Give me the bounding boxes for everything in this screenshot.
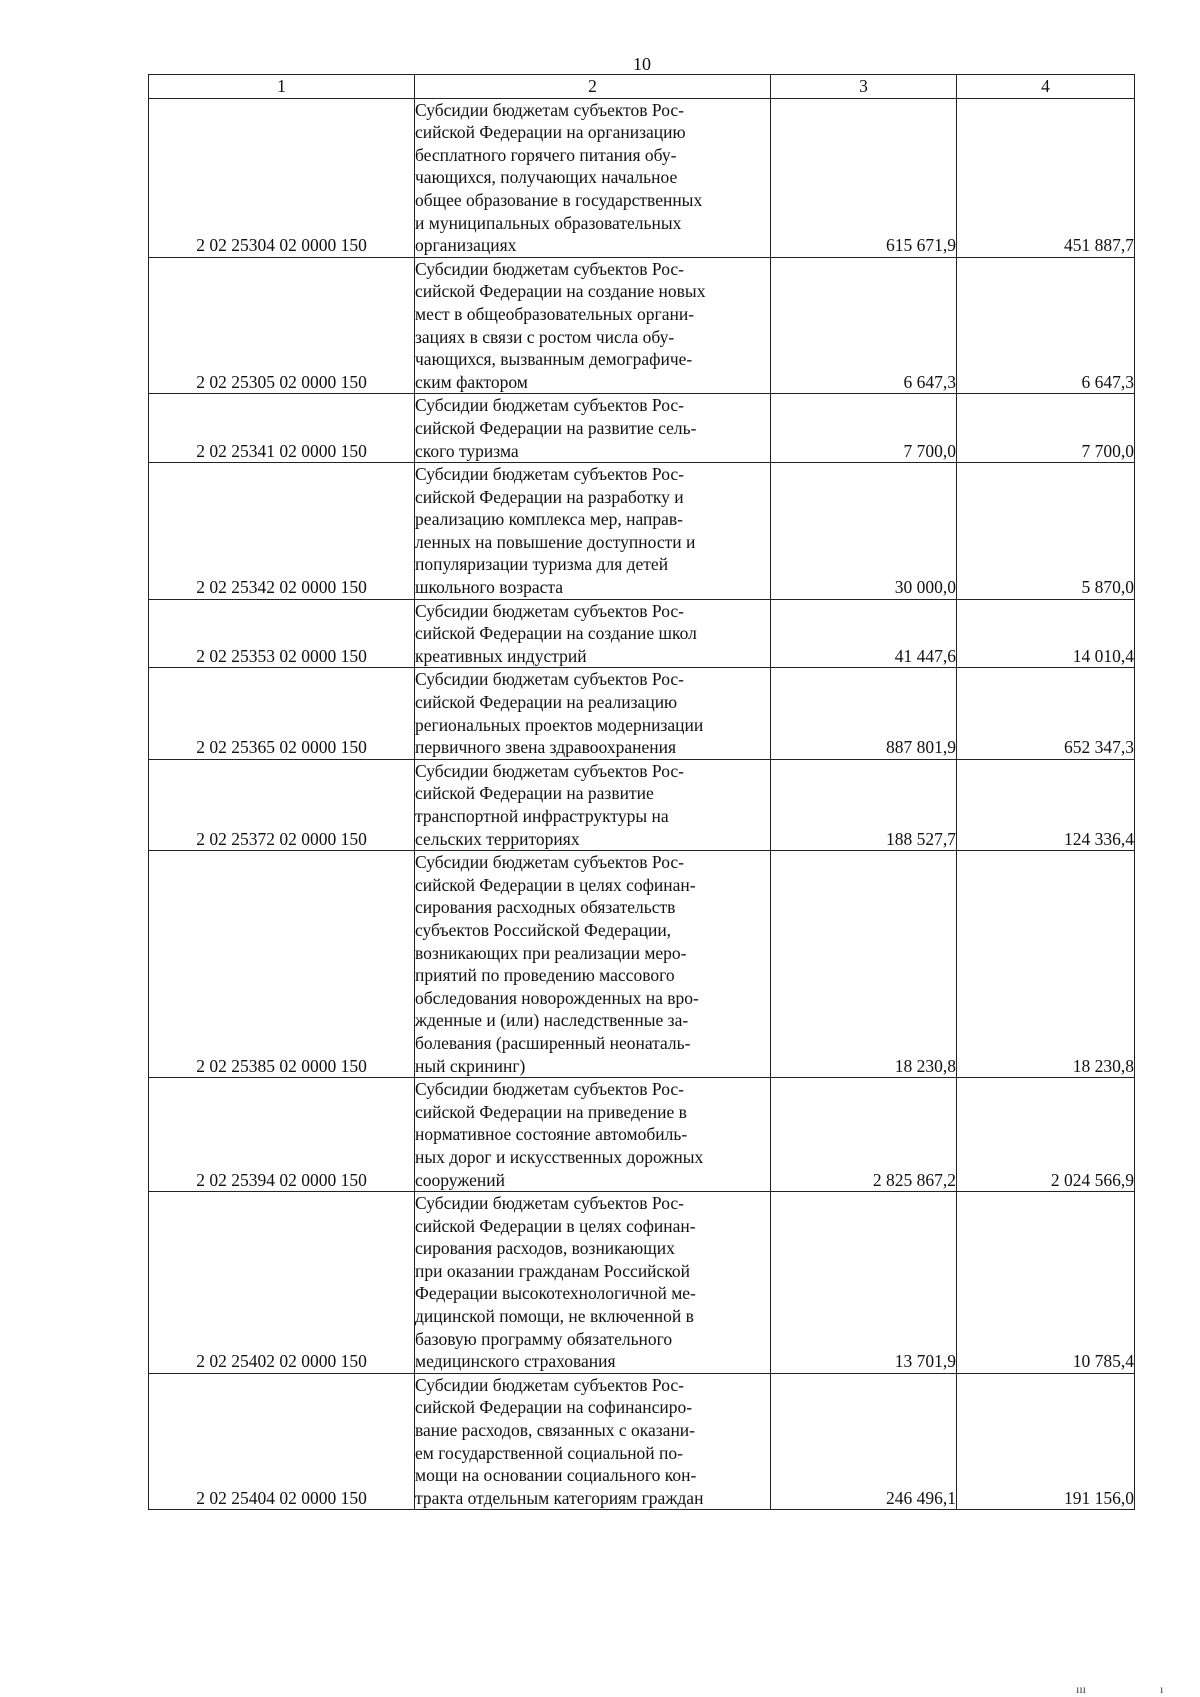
budget-code-cell: 2 02 25365 02 0000 150 bbox=[149, 668, 415, 759]
description-line: популяризации туризма для детей bbox=[415, 554, 669, 575]
description-line: сирования расходных обязательств bbox=[415, 897, 676, 918]
description-line: мест в общеобразовательных органи- bbox=[415, 303, 695, 324]
budget-code-cell: 2 02 25372 02 0000 150 bbox=[149, 759, 415, 850]
description-line: сийской Федерации на приведение в bbox=[415, 1101, 687, 1122]
description-line: дицинской помощи, не включенной в bbox=[415, 1306, 694, 1327]
description-line: Субсидии бюджетам субъектов Рос- bbox=[415, 1374, 684, 1395]
amount-col3-cell: 30 000,0 bbox=[771, 463, 957, 600]
description-line: субъектов Российской Федерации, bbox=[415, 919, 672, 940]
description-line: Федерации высокотехнологичной ме- bbox=[415, 1283, 696, 1304]
description-line: жденные и (или) наследственные за- bbox=[415, 1010, 689, 1031]
description-line: Субсидии бюджетам субъектов Рос- bbox=[415, 760, 684, 781]
description-line: и муниципальных образовательных bbox=[415, 212, 682, 233]
budget-code-cell: 2 02 25304 02 0000 150 bbox=[149, 98, 415, 257]
budget-code-cell: 2 02 25404 02 0000 150 bbox=[149, 1373, 415, 1510]
description-cell bbox=[415, 668, 771, 759]
amount-col4-cell: 5 870,0 bbox=[957, 463, 1135, 600]
table-row bbox=[149, 257, 1135, 394]
table-row bbox=[149, 1192, 1135, 1374]
budget-code-cell: 2 02 25342 02 0000 150 bbox=[149, 463, 415, 600]
description-line: сирования расходов, возникающих bbox=[415, 1238, 675, 1259]
description-line: приятий по проведению массового bbox=[415, 965, 675, 986]
description-line: обследования новорожденных на вро- bbox=[415, 987, 699, 1008]
description-line: Субсидии бюджетам субъектов Рос- bbox=[415, 1079, 684, 1100]
description-line: чающихся, получающих начальное bbox=[415, 167, 678, 188]
description-line: Субсидии бюджетам субъектов Рос- bbox=[415, 600, 684, 621]
description-cell bbox=[415, 1192, 771, 1374]
amount-col4-cell: 451 887,7 bbox=[957, 98, 1135, 257]
description-line: Субсидии бюджетам субъектов Рос- bbox=[415, 669, 684, 690]
budget-code-cell: 2 02 25353 02 0000 150 bbox=[149, 599, 415, 668]
description-line: при оказании гражданам Российской bbox=[415, 1260, 691, 1281]
amount-col3-cell: 188 527,7 bbox=[771, 759, 957, 850]
description-line: сийской Федерации на создание новых bbox=[415, 281, 706, 302]
budget-code-cell: 2 02 25341 02 0000 150 bbox=[149, 394, 415, 463]
description-line: сельских территориях bbox=[415, 828, 580, 849]
amount-col3-cell: 615 671,9 bbox=[771, 98, 957, 257]
description-line: региональных проектов модернизации bbox=[415, 714, 704, 735]
column-header-4: 4 bbox=[957, 75, 1135, 99]
scan-mark-right: ı bbox=[1160, 1682, 1164, 1696]
description-cell bbox=[415, 1078, 771, 1192]
description-line: организациях bbox=[415, 235, 517, 256]
table-body bbox=[149, 98, 1135, 1510]
description-line: вание расходов, связанных с оказани- bbox=[415, 1420, 695, 1441]
amount-col4-cell: 191 156,0 bbox=[957, 1373, 1135, 1510]
budget-code-cell: 2 02 25305 02 0000 150 bbox=[149, 257, 415, 394]
amount-col4-cell: 18 230,8 bbox=[957, 851, 1135, 1078]
description-line: сийской Федерации на реализацию bbox=[415, 692, 678, 713]
scan-mark: ııı bbox=[1076, 1682, 1087, 1696]
table-row bbox=[149, 463, 1135, 600]
description-line: сооружений bbox=[415, 1169, 506, 1190]
description-line: ный скрининг) bbox=[415, 1055, 526, 1076]
description-line: мощи на основании социального кон- bbox=[415, 1465, 697, 1486]
amount-col4-cell: 2 024 566,9 bbox=[957, 1078, 1135, 1192]
description-line: ского туризма bbox=[415, 440, 519, 461]
description-line: сийской Федерации на разработку и bbox=[415, 486, 684, 507]
table-row bbox=[149, 759, 1135, 850]
page-number: 10 bbox=[633, 54, 651, 74]
description-line: зациях в связи с ростом числа обу- bbox=[415, 326, 675, 347]
description-line: тракта отдельным категориям граждан bbox=[415, 1487, 704, 1508]
description-line: общее образование в государственных bbox=[415, 189, 703, 210]
amount-col3-cell: 7 700,0 bbox=[771, 394, 957, 463]
amount-col4-cell: 6 647,3 bbox=[957, 257, 1135, 394]
description-line: медицинского страхования bbox=[415, 1351, 616, 1372]
table-header-row bbox=[149, 75, 1135, 99]
description-line: Субсидии бюджетам субъектов Рос- bbox=[415, 1193, 684, 1214]
description-line: реализацию комплекса мер, направ- bbox=[415, 509, 683, 530]
description-line: нормативное состояние автомобиль- bbox=[415, 1124, 688, 1145]
description-line: сийской Федерации на софинансиро- bbox=[415, 1397, 693, 1418]
table-row bbox=[149, 668, 1135, 759]
budget-code-cell: 2 02 25402 02 0000 150 bbox=[149, 1192, 415, 1374]
description-line: Субсидии бюджетам субъектов Рос- bbox=[415, 852, 684, 873]
table-row bbox=[149, 394, 1135, 463]
description-line: креативных индустрий bbox=[415, 645, 587, 666]
description-line: сийской Федерации на организацию bbox=[415, 122, 686, 143]
description-line: болевания (расширенный неонаталь- bbox=[415, 1032, 691, 1053]
description-line: ленных на повышение доступности и bbox=[415, 531, 696, 552]
amount-col3-cell: 2 825 867,2 bbox=[771, 1078, 957, 1192]
description-line: сийской Федерации на развитие сель- bbox=[415, 417, 697, 438]
amount-col3-cell: 246 496,1 bbox=[771, 1373, 957, 1510]
column-header-2: 2 bbox=[415, 75, 771, 99]
description-cell bbox=[415, 463, 771, 600]
description-line: бесплатного горячего питания обу- bbox=[415, 144, 677, 165]
description-line: базовую программу обязательного bbox=[415, 1328, 673, 1349]
description-line: школьного возраста bbox=[415, 577, 564, 598]
amount-col3-cell: 18 230,8 bbox=[771, 851, 957, 1078]
description-cell bbox=[415, 759, 771, 850]
description-cell bbox=[415, 851, 771, 1078]
description-line: первичного звена здравоохранения bbox=[415, 737, 677, 758]
description-line: возникающих при реализации меро- bbox=[415, 942, 687, 963]
description-line: Субсидии бюджетам субъектов Рос- bbox=[415, 258, 684, 279]
description-line: транспортной инфраструктуры на bbox=[415, 806, 669, 826]
column-header-1: 1 bbox=[149, 75, 415, 99]
description-line: ных дорог и искусственных дорожных bbox=[415, 1146, 704, 1167]
budget-code-cell: 2 02 25394 02 0000 150 bbox=[149, 1078, 415, 1192]
description-line: Субсидии бюджетам субъектов Рос- bbox=[415, 99, 684, 120]
budget-table bbox=[148, 74, 1135, 1510]
description-line: чающихся, вызванным демографиче- bbox=[415, 349, 693, 370]
amount-col4-cell: 7 700,0 bbox=[957, 394, 1135, 463]
description-line: Субсидии бюджетам субъектов Рос- bbox=[415, 464, 684, 485]
table-row bbox=[149, 1078, 1135, 1192]
description-line: Субсидии бюджетам субъектов Рос- bbox=[415, 395, 684, 416]
description-cell bbox=[415, 1373, 771, 1510]
amount-col3-cell: 41 447,6 bbox=[771, 599, 957, 668]
description-cell bbox=[415, 394, 771, 463]
description-line: сийской Федерации на развитие bbox=[415, 783, 654, 804]
amount-col4-cell: 652 347,3 bbox=[957, 668, 1135, 759]
amount-col4-cell: 10 785,4 bbox=[957, 1192, 1135, 1374]
amount-col3-cell: 13 701,9 bbox=[771, 1192, 957, 1374]
table-row bbox=[149, 599, 1135, 668]
description-cell bbox=[415, 98, 771, 257]
table-row bbox=[149, 1373, 1135, 1510]
description-line: сийской Федерации в целях софинан- bbox=[415, 1215, 696, 1236]
description-line: сийской Федерации на создание школ bbox=[415, 623, 697, 644]
table-row bbox=[149, 98, 1135, 257]
amount-col4-cell: 124 336,4 bbox=[957, 759, 1135, 850]
amount-col3-cell: 887 801,9 bbox=[771, 668, 957, 759]
description-cell bbox=[415, 257, 771, 394]
amount-col3-cell: 6 647,3 bbox=[771, 257, 957, 394]
budget-code-cell: 2 02 25385 02 0000 150 bbox=[149, 851, 415, 1078]
column-header-3: 3 bbox=[771, 75, 957, 99]
description-line: ским фактором bbox=[415, 371, 528, 392]
amount-col4-cell: 14 010,4 bbox=[957, 599, 1135, 668]
description-cell bbox=[415, 599, 771, 668]
table-row bbox=[149, 851, 1135, 1078]
description-line: сийской Федерации в целях софинан- bbox=[415, 874, 696, 895]
description-line: ем государственной социальной по- bbox=[415, 1442, 683, 1463]
